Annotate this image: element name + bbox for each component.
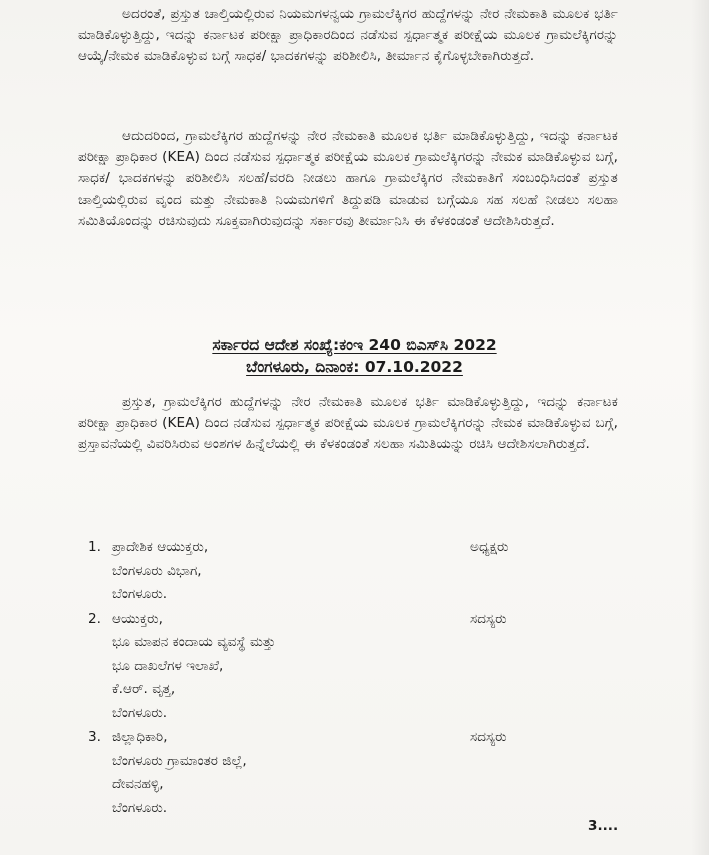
member-number: 1. [88,539,101,555]
member-address-line: ಬೆಂಗಳೂರು. [112,799,168,816]
member-item [88,536,558,607]
paragraph-3-text: ಪ್ರಸ್ತುತ, ಗ್ರಾಮಲೆಕ್ಕಿಗರ ಹುದ್ದೆಗಳನ್ನು ನೇರ ನೇಮಕಾತಿ ಮೂಲಕ ಭರ್ತಿ ಮಾಡಿಕೊಳ್ಳುತ್ತಿದ್ದು, ಇದನ್ನು ಕರ್ನಾಟಕ ಪರೀಕ್ಷಾ ಪ್ರಾಧಿಕಾರ (KEA) ದಿಂದ ನಡೆಸುವ ಸ್ಪರ್ಧಾತ್ಮಕ ಪರೀಕ್ಷೆಯ ಮೂಲಕ ಗ್ರಾಮಲೆಕ್ಕಿಗರನ್ನು ನೇಮಕ ಮಾಡಿಕೊಳ್ಳುವ ಬಗ್ಗೆ, ಪ್ರಸ್ತಾವನೆಯಲ್ಲಿ ವಿವರಿಸಿರುವ ಅಂಶಗಳ ಹಿನ್ನೆಲೆಯಲ್ಲಿ ಈ ಕೆಳಕಂಡಂತೆ ಸಲಹಾ ಸಮಿತಿಯನ್ನು ರಚಿಸಿ ಆದೇಶಿಸಲಾಗಿರುತ್ತದೆ. [78,394,618,453]
paragraph-2 [78,126,618,232]
member-item [88,608,558,726]
member-address-line: ಭೂ ಮಾಪನ ಕಂದಾಯ ವ್ಯವಸ್ಥೆ ಮತ್ತು [112,634,276,650]
member-number: 3. [88,729,101,745]
committee-members-list [88,536,558,821]
member-address-line: ದೇವನಹಳ್ಳಿ, [112,776,164,792]
paragraph-2-text: ಆದುದರಿಂದ, ಗ್ರಾಮಲೆಕ್ಕಿಗರ ಹುದ್ದೆಗಳನ್ನು ನೇರ ನೇಮಕಾತಿ ಮೂಲಕ ಭರ್ತಿ ಮಾಡಿಕೊಳ್ಳುತ್ತಿದ್ದು, ಇದನ್ನು ಕರ್ನಾಟಕ ಪರೀಕ್ಷಾ ಪ್ರಾಧಿಕಾರ (KEA) ದಿಂದ ನಡೆಸುವ ಸ್ಪರ್ಧಾತ್ಮಕ ಪರೀಕ್ಷೆಯ ಮೂಲಕ ಗ್ರಾಮಲೆಕ್ಕಿಗರನ್ನು ನೇಮಕ ಮಾಡಿಕೊಳ್ಳುವ ಬಗ್ಗೆ, ಸಾಧಕ/ ಭಾದಕಗಳನ್ನು ಪರಿಶೀಲಿಸಿ ಸಲಹೆ/ವರದಿ ನೀಡಲು ಹಾಗೂ ಗ್ರಾಮಲೆಕ್ಕಿಗರ ನೇಮಕಾತಿಗೆ ಸಂಬಂಧಿಸಿದಂತೆ ಪ್ರಸ್ತುತ ಚಾಲ್ತಿಯಲ್ಲಿರುವ ವೃಂದ ಮತ್ತು ನೇಮಕಾತಿ ನಿಯಮಗಳಿಗೆ ತಿದ್ದುಪಡಿ ಮಾಡುವ ಬಗ್ಗೆಯೂ ಸಹ ಸಲಹೆ ನೀಡಲು ಸಲಹಾ ಸಮಿತಿಯೊಂದನ್ನು ರಚಿಸುವುದು ಸೂಕ್ತವಾಗಿರುವುದನ್ನು ಸರ್ಕಾರವು ತೀರ್ಮಾನಿಸಿ ಈ ಕೆಳಕಂಡಂತೆ ಆದೇಶಿಸಿರುತ್ತದೆ. [78,128,618,229]
next-page-marker: 3.... [588,818,619,834]
page-edge-shadow [691,0,709,855]
member-address-line: ಭೂ ದಾಖಲೆಗಳ ಇಲಾಖೆ, [112,657,224,674]
paragraph-3 [78,392,618,456]
member-role: ಸದಸ್ಯರು [470,610,507,627]
member-address-line: ಬೆಂಗಳೂರು. [112,704,168,721]
member-role: ಸದಸ್ಯರು [470,729,507,745]
member-address-line: ಪ್ರಾದೇಶಿಕ ಆಯುಕ್ತರು, [112,539,209,555]
member-address-line: ಕೆ.ಆರ್. ವೃತ್ತ, [112,681,176,697]
member-role: ಅಧ್ಯಕ್ಷರು [470,539,509,555]
member-item [88,726,558,820]
government-order-heading [0,334,709,378]
member-address-line: ಬೆಂಗಳೂರು. [112,586,168,602]
member-address-line: ಜಿಲ್ಲಾಧಿಕಾರಿ, [112,729,168,745]
order-place-date: ಬೆಂಗಳೂರು, ದಿನಾಂಕ: 07.10.2022 [246,358,463,376]
paragraph-1-text: ಅದರಂತೆ, ಪ್ರಸ್ತುತ ಚಾಲ್ತಿಯಲ್ಲಿರುವ ನಿಯಮಗಳನ್ವಯ ಗ್ರಾಮಲೆಕ್ಕಿಗರ ಹುದ್ದೆಗಳನ್ನು ನೇರ ನೇಮಕಾತಿ ಮೂಲಕ ಭರ್ತಿ ಮಾಡಿಕೊಳ್ಳುತ್ತಿದ್ದು, ಇದನ್ನು ಕರ್ನಾಟಕ ಪರೀಕ್ಷಾ ಪ್ರಾಧಿಕಾರದಿಂದ ನಡೆಸುವ ಸ್ಪರ್ಧಾತ್ಮಕ ಪರೀಕ್ಷೆಯ ಮೂಲಕ ಗ್ರಾಮಲೆಕ್ಕಿಗರನ್ನು ಆಯ್ಕೆ/ನೇಮಕ ಮಾಡಿಕೊಳ್ಳುವ ಬಗ್ಗೆ ಸಾಧಕ/ ಭಾದಕಗಳನ್ನು ಪರಿಶೀಲಿಸಿ, ತೀರ್ಮಾನ ಕೈಗೊಳ್ಳಬೇಕಾಗಿರುತ್ತದೆ. [78,6,618,65]
order-number: ಸರ್ಕಾರದ ಆದೇಶ ಸಂಖ್ಯೆ:ಕಂಇ 240 ಬಿಎಸ್‌ಸಿ 2022 [212,336,497,354]
member-address-line: ಆಯುಕ್ತರು, [112,610,163,627]
paragraph-1 [78,4,618,68]
member-address-line: ಬೆಂಗಳೂರು ಗ್ರಾಮಾಂತರ ಜಿಲ್ಲೆ, [112,752,247,769]
member-number: 2. [88,610,101,627]
member-address-line: ಬೆಂಗಳೂರು ವಿಭಾಗ, [112,562,202,579]
